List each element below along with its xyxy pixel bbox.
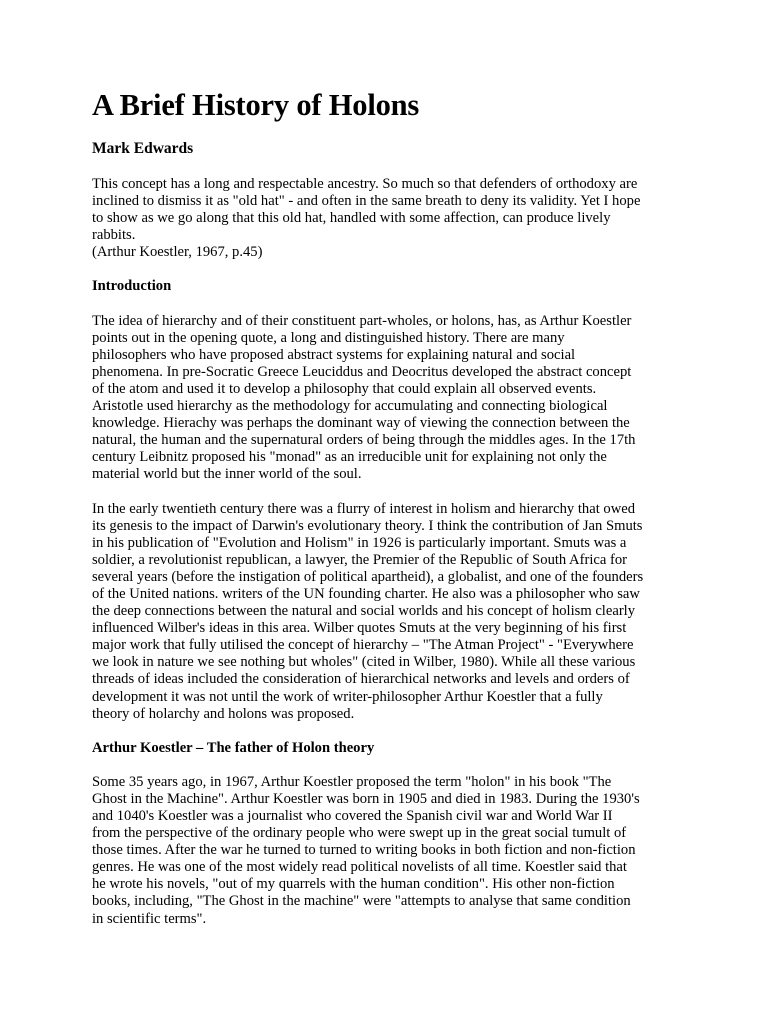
paragraph-line: genres. He was one of the most widely read political novelists of all time. Koestler said that [92,859,627,876]
paragraph-line: from the perspective of the ordinary people who were swept up in the great social tumult of [92,825,627,842]
paragraph-line: in scientific terms". [92,910,207,927]
paragraph-line: several years (before the instigation of political apartheid), a globalist, and one of the founders [92,568,644,585]
section-heading-koestler: Arthur Koestler – The father of Holon theory [92,739,375,756]
paragraph-line: he wrote his novels, "out of my quarrels with the human condition". His other non-fiction [92,876,615,893]
paragraph-line: phenomena. In pre-Socratic Greece Leuciddus and Deocritus developed the abstract concept [92,363,632,380]
paragraph-line: points out in the opening quote, a long and distinguished history. There are many [92,329,565,346]
epigraph-line: to show as we go along that this old hat, handled with some affection, can produce lively [92,210,611,227]
paragraph-line: the deep connections between the natural and social worlds and his concept of holism clearly [92,603,636,620]
epigraph-line: This concept has a long and respectable ancestry. So much so that defenders of orthodoxy are [92,176,638,192]
paragraph-line: In the early twentieth century there was a flurry of interest in holism and hierarchy that owed [92,500,636,517]
paragraph-line: those times. After the war he turned to turned to writing books in both fiction and non-fiction [92,842,636,859]
section-heading-introduction: Introduction [92,278,172,295]
paragraph-line: influenced Wilber's ideas in this area. Wilber quotes Smuts at the very beginning of his first [92,620,627,637]
paragraph-line: soldier, a revolutionist republican, a lawyer, the Premier of the Republic of South Africa for [92,551,627,568]
epigraph-line: inclined to dismiss it as "old hat" - and often in the same breath to deny its validity. Yet I hope [92,193,641,210]
paragraph-line: Aristotle used hierarchy as the methodology for accumulating and connecting biological [92,398,608,415]
paragraph-line: of the atom and used it to develop a philosophy that could explain all observed events. [92,380,597,397]
paragraph-line: knowledge. Hierachy was perhaps the dominant way of viewing the connection between the [92,415,630,432]
paragraph-line: we look in nature we see nothing but wholes" (cited in Wilber, 1980). While all these various [92,654,636,671]
paragraph-line: and 1040's Koestler was a journalist who covered the Spanish civil war and World War II [92,808,613,824]
paragraph-line: in his publication of "Evolution and Holism" in 1926 is particularly important. Smuts was a [92,534,627,551]
body-paragraph [92,774,692,928]
paragraph-line: natural, the human and the supernatural orders of being through the middles ages. In the 17th [92,432,636,449]
body-paragraph [92,501,692,723]
paragraph-line: threads of ideas included the consideration of hierarchical networks and levels and orders of [92,671,630,688]
paragraph-line: of the United nations. writers of the UN founding charter. He also was a philosopher who saw [92,585,640,602]
body-paragraph [92,313,692,484]
paragraph-line: The idea of hierarchy and of their constituent part-wholes, or holons, has, as Arthur Koestler [92,312,632,329]
paragraph-line: material world but the inner world of the soul. [92,466,362,483]
paragraph-line: its genesis to the impact of Darwin's evolutionary theory. I think the contribution of Jan Smuts [92,517,643,534]
epigraph-paragraph [92,176,692,261]
paragraph-line: major work that fully utilised the concept of hierarchy – "The Atman Project" - "Everywhere [92,637,634,654]
document-page [92,86,692,945]
paragraph-line: Some 35 years ago, in 1967, Arthur Koestler proposed the term "holon" in his book "The [92,773,612,790]
paragraph-line: books, including, "The Ghost in the machine" were "attempts to analyse that same condition [92,893,631,910]
document-author: Mark Edwards [92,140,194,157]
paragraph-line: Ghost in the Machine". Arthur Koestler was born in 1905 and died in 1983. During the 1930's [92,790,640,807]
paragraph-line: development it was not until the work of writer-philosopher Arthur Koestler that a fully [92,688,603,705]
epigraph-citation: (Arthur Koestler, 1967, p.45) [92,244,263,261]
paragraph-line: century Leibnitz proposed his "monad" as an irreducible unit for explaining not only the [92,449,607,466]
paragraph-line: philosophers who have proposed abstract systems for explaining natural and social [92,346,576,363]
paragraph-line: theory of holarchy and holons was proposed. [92,705,355,722]
document-title: A Brief History of Holons [92,88,420,122]
epigraph-line: rabbits. [92,227,136,244]
